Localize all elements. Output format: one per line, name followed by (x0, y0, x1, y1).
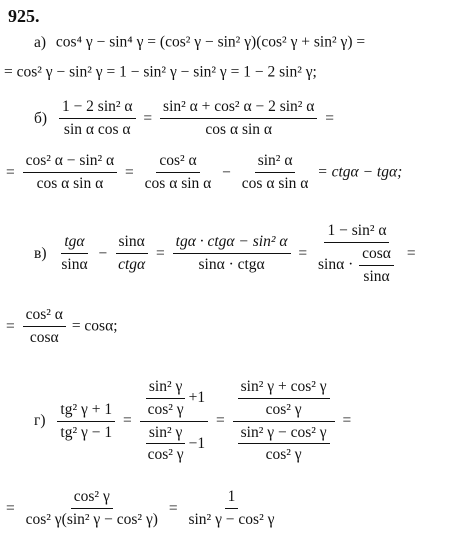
part-g-cf1-bottom-numerator: sin² γ (146, 424, 185, 445)
equals-sign: = (216, 412, 225, 430)
part-b-f5-numerator: sin² α (255, 152, 296, 173)
equals-sign: = (6, 163, 15, 181)
part-b-fraction-3 (23, 152, 118, 193)
part-b-f1-denominator: sin α cos α (63, 120, 131, 138)
part-v-f4-inner-numerator: cosα (359, 245, 394, 266)
equals-sign: = (122, 412, 132, 430)
part-b-fraction-4 (142, 152, 215, 193)
part-g-f4-denominator: sin² γ − cos² γ (188, 510, 275, 528)
part-v-f2-denominator: ctgα (118, 256, 146, 274)
part-v-result: = cosα; (71, 317, 118, 335)
part-b-label: б) (34, 109, 48, 127)
part-b-f3-denominator: cos α sin α (36, 174, 104, 192)
part-v-fraction-1 (58, 233, 90, 274)
part-a-line-2 (4, 64, 468, 80)
part-b-line-1 (34, 98, 468, 139)
part-g-cf1-top-denominator: cos² γ (147, 400, 184, 418)
equals-sign: = (143, 109, 153, 127)
part-g-f1-denominator: tg² γ − 1 (60, 423, 113, 441)
part-g-cf2-bottom (233, 422, 335, 465)
part-v-f3-denominator: sinα · ctgα (198, 256, 265, 274)
part-g-minus-one: −1 (188, 434, 206, 452)
part-g-f4-numerator: 1 (225, 488, 239, 509)
part-a-line-1 (34, 34, 468, 50)
part-v-fraction-4 (315, 222, 399, 285)
part-g-compound-fraction-1 (140, 378, 209, 464)
part-a-expression-1: cos⁴ γ − sin⁴ γ = (cos² γ − sin² γ)(cos² γ + sin² γ) = (55, 33, 366, 51)
part-g-cf1-bottom (140, 422, 209, 465)
equals-sign: = (6, 317, 15, 335)
part-v-label: в) (34, 244, 47, 262)
part-v-f4-denominator (315, 243, 399, 286)
part-g-label: г) (34, 412, 46, 430)
part-a-label: а) (34, 33, 47, 51)
part-g-cf1-top-fraction (145, 378, 187, 419)
part-g-cf1-bottom-denominator: cos² γ (147, 446, 184, 464)
part-v-fraction-5 (23, 306, 66, 347)
part-g-fraction-1 (57, 401, 115, 442)
part-v-f4-numerator: 1 − sin² α (324, 222, 389, 243)
equals-sign: = (168, 499, 178, 517)
equals-sign: = (156, 244, 165, 262)
part-v-line-2 (4, 306, 468, 347)
part-g-f3-numerator: cos² γ (71, 488, 113, 509)
part-v-f5-denominator: cosα (29, 328, 59, 346)
part-v-f1-denominator: sinα (61, 256, 88, 274)
part-v-fraction-2 (115, 233, 148, 274)
part-g-cf2-bottom-numerator: sin² γ − cos² γ (238, 424, 330, 445)
part-b-f2-denominator: cos α sin α (205, 120, 273, 138)
part-g-cf2-bottom-denominator: cos² γ (265, 446, 302, 464)
part-b-f2-numerator: sin² α + cos² α − 2 sin² α (160, 98, 317, 119)
part-v-f3-numerator: tgα · ctgα − sin² α (173, 233, 291, 254)
part-v-f5-numerator: cos² α (23, 306, 66, 327)
part-b-fraction-5 (239, 152, 312, 193)
part-g-line-2 (4, 488, 468, 529)
part-b-f1-numerator: 1 − 2 sin² α (59, 98, 136, 119)
part-g-fraction-4 (185, 488, 277, 529)
problem-number: 925. (8, 6, 40, 26)
part-v-line-1 (34, 222, 468, 285)
part-b-result: = ctgα − tgα; (317, 163, 403, 181)
part-b-f5-denominator: cos α sin α (241, 174, 309, 192)
part-v-f1-numerator: tgα (61, 233, 87, 254)
part-g-plus-one: +1 (188, 388, 206, 406)
part-g-cf1-top (140, 378, 209, 422)
part-g-line-1 (34, 378, 468, 464)
part-b-fraction-1 (59, 98, 136, 139)
part-g-cf2-top-fraction (238, 378, 330, 419)
part-b-fraction-2 (160, 98, 317, 139)
equals-sign: = (325, 109, 335, 127)
equals-sign: = (342, 412, 352, 430)
part-g-f3-denominator: cos² γ(sin² γ − cos² γ) (25, 510, 158, 528)
part-g-cf2-bottom-fraction (238, 424, 330, 465)
part-g-cf2-top-numerator: sin² γ + cos² γ (238, 378, 330, 399)
minus-sign: − (222, 163, 231, 181)
part-b-f4-denominator: cos α sin α (144, 174, 212, 192)
part-a-expression-2: = cos² γ − sin² γ = 1 − sin² γ − sin² γ = 1 − 2 sin² γ; (4, 63, 317, 81)
part-v-f2-numerator: sinα (116, 233, 148, 254)
part-g-cf2-top (233, 378, 335, 422)
part-v-f4-inner-fraction (359, 245, 394, 286)
part-g-cf2-top-denominator: cos² γ (265, 400, 302, 418)
equals-sign: = (6, 499, 15, 517)
equals-sign: = (125, 163, 134, 181)
equals-sign: = (298, 244, 308, 262)
part-g-compound-fraction-2 (233, 378, 335, 464)
part-b-f4-numerator: cos² α (156, 152, 199, 173)
part-v-fraction-3 (173, 233, 291, 274)
part-v-f4-inner-denominator: sinα (363, 267, 390, 285)
part-g-f1-numerator: tg² γ + 1 (57, 401, 115, 422)
part-v-f4-den-prefix: sinα · (318, 255, 354, 273)
part-g-cf1-bottom-fraction (145, 424, 187, 465)
part-g-fraction-3 (23, 488, 161, 529)
part-g-cf1-top-numerator: sin² γ (146, 378, 185, 399)
equals-sign: = (406, 244, 416, 262)
part-b-f3-numerator: cos² α − sin² α (23, 152, 118, 173)
minus-sign: − (98, 244, 108, 262)
part-b-line-2 (4, 152, 468, 193)
